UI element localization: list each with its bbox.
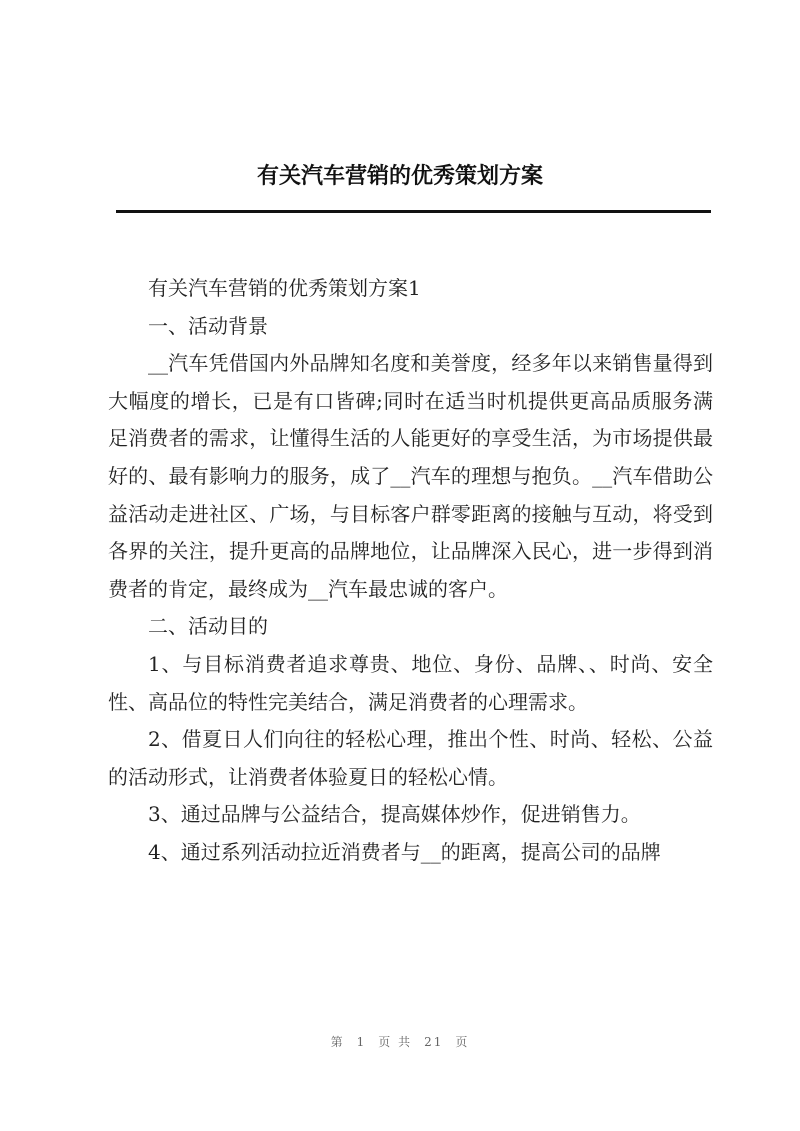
footer-label-page: 第 [330,1035,345,1049]
footer-label-end: 页 [455,1035,470,1049]
list-item-purpose-3: 3、通过品牌与公益结合，提高媒体炒作，促进销售力。 [148,802,641,827]
footer-label-total: 页 共 [378,1035,413,1049]
footer-current-page: 1 [356,1035,367,1049]
page-footer [0,1033,800,1050]
list-item-purpose-1: 1、与目标消费者追求尊贵、地位、身份、品牌、、时尚、安全性、高品位的特性完美结合，满足消费者的心理需求。 [108,651,713,714]
page-title: 有关汽车营销的优秀策划方案 [256,164,543,189]
document-body [108,270,713,872]
paragraph-background: __汽车凭借国内外品牌知名度和美誉度，经多年以来销售量得到大幅度的增长，已是有口皆碑;同时在适当时机提供更高品质服务满足消费者的需求，让懂得生活的人能更好的享受生活，为市场提供最好的、最有影响力的服务，成了__汽车的理想与抱负。__汽车借助公益活动走进社区、广场，与目标客户群零距离的接触与互动，将受到各界的关注，提升更高的品牌地位，让品牌深入民心，进一步得到消费者的肯定，最终成为__汽车最忠诚的客户。 [108,351,713,601]
subheading-background: 一、活动背景 [148,313,268,338]
subheading-purpose: 二、活动目的 [148,614,268,639]
list-item-purpose-2: 2、借夏日人们向往的轻松心理，推出个性、时尚、轻松、公益的活动形式，让消费者体验夏日的轻松心情。 [108,727,713,789]
title-underline [116,210,711,213]
section-heading: 有关汽车营销的优秀策划方案1 [148,276,421,300]
list-item-purpose-4: 4、通过系列活动拉近消费者与__的距离，提高公司的品牌 [148,839,661,864]
footer-total-pages: 21 [424,1035,444,1049]
